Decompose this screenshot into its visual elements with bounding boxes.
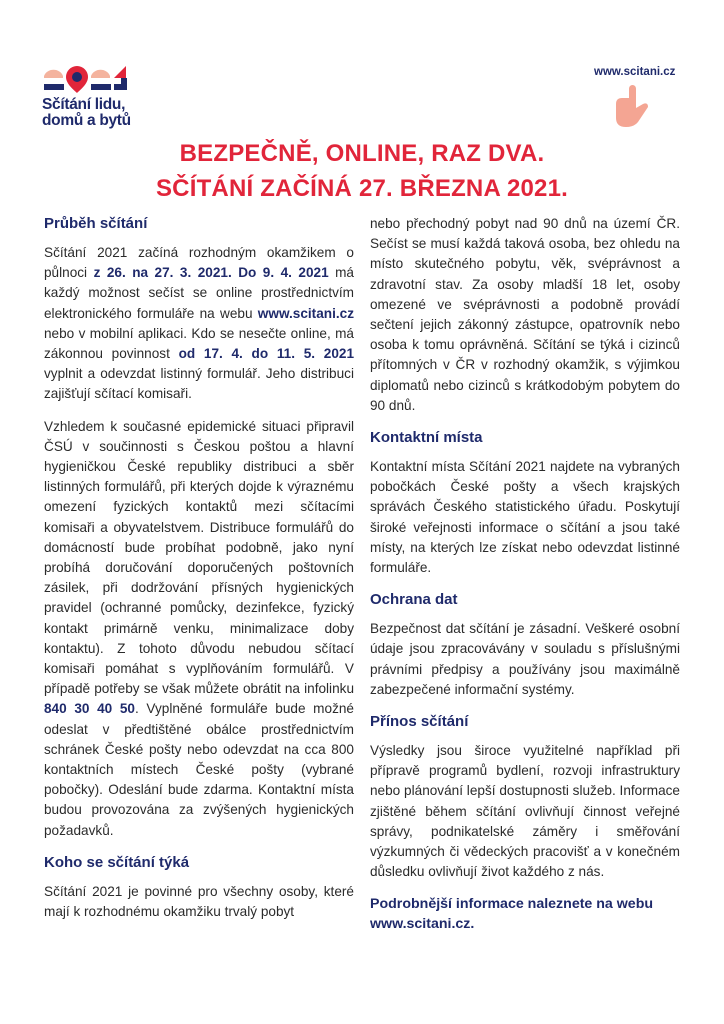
paragraph: Sčítání 2021 je povinné pro všechny osoby, které mají k rozhodnému okamžiku trvalý pobyt [44,883,354,920]
section-kontaktni-mista [370,428,680,578]
text: Sčítání 2021 začíná rozhodným okamžikem o půlnoci [44,245,354,281]
more-info-note [370,894,680,934]
section-title: Ochrana dat [370,591,458,609]
section-prinos-scitani [370,712,680,882]
section-title: Průběh sčítání [44,215,148,232]
left-column [44,214,354,934]
section-title: Přínos sčítání [370,713,469,731]
paragraph: Bezpečnost dat sčítání je zásadní. Veškeré osobní údaje jsou zpracovávány v souladu s příslušnými právními předpisy a používány jsou maximálně zabezpečené informační systémy. [370,621,680,697]
pointing-hand-icon [612,82,652,130]
highlight-dates: od 17. 4. do 11. 5. 2021 [178,346,355,362]
paragraph [44,243,354,405]
paragraph-continued: nebo přechodný pobyt nad 90 dnů na území ČR. Sečíst se musí každá taková osoba, bez ohledu na místo skutečného pobytu, věk, svéprávnost a zdravotní stav. Za osoby mladší 18 let, osoby omezené ve svéprávnosti a podobně provádí sečtení jejich zákonný zástupce, opatrovník nebo osoba k tomu oprávněná. Sčítání se týká i cizinců přítomných v ČR v rozhodný okamžik, s výjimkou diplomatů nebo cizinců s krátkodobým pobytem do 90 dnů. [370,216,680,413]
text: Vzhledem k současné epidemické situaci připravil ČSÚ v součinnosti s Českou poštou a hlavní hygieničkou České republiky distribuci a sběr listinných formulářů, při kterých dojde k výraznému omezení fyzických kontaktů mezi sčítacími komisaři a obyvatelstvem. Distribuce formulářů do domácností bude probíhat podobně, jako nyní probíhá doručování doporučených poštovních zásilek, při dodržování přísných hygienických pravidel (ochranné pomůcky, dezinfekce, fyzický kontakt primárně venku, minimalizace doby kontaktu). Z tohoto důvodu nebudou sčítací komisaři pomáhat s vyplňováním formulářů. V případě potřeby se však můžete obrátit na infolinku [44,418,354,697]
logo-line-2: domů a bytů [42,112,131,129]
website-link-header[interactable]: www.scitani.cz [594,66,676,78]
more-info-text: Podrobnější informace naleznete na webu [370,896,654,913]
section-prubeh-scitani [44,214,354,841]
paragraph [44,417,354,841]
text: nebo v mobilní aplikaci. Kdo se nesečte online, má zákonnou povinnost [44,325,354,362]
text: vyplnit a odevzdat listinný formulář. Jeho distribuci zajišťují sčítací komisaři. [44,366,354,402]
headline-line-1: BEZPEČNĚ, ONLINE, RAZ DVA. [179,140,545,167]
paragraph: Kontaktní místa Sčítání 2021 najdete na vybraných pobočkách České pošty a všech krajských správách Českého statistického úřadu. Poskytují široké veřejnosti informace o sčítání a jsou také místy, na kterých lze získat nebo odevzdat listinné formuláře. [370,459,680,576]
headline-line-2: SČÍTÁNÍ ZAČÍNÁ 27. BŘEZNA 2021. [155,175,569,202]
website-link-footer[interactable]: www.scitani.cz. [370,916,475,933]
headline [0,136,724,206]
highlight-dates: z 26. na 27. 3. 2021. Do 9. 4. 2021 [93,265,329,281]
section-ochrana-dat [370,590,680,700]
logo-text [42,97,142,129]
census-logo [42,64,142,129]
logo-line-1: Sčítání lidu, [42,96,126,113]
infoline-phone[interactable]: 840 30 40 50 [44,701,135,717]
text: má každý možnost sečíst se online prostřednictvím elektronického formuláře na webu [44,265,354,321]
section-title: Kontaktní místa [370,429,483,447]
logo-2021-icon [42,64,130,94]
text: . Vyplněné formuláře bude možné odeslat v předtištěné obálce prostřednictvím schránek České pošty nebo odevzdat na cca 800 kontaktních místech České pošty (vybrané pobočky). Odeslání bude zdarma. Kontaktní místa budou provozována za zvýšených hygienických požadavků. [44,701,354,838]
website-link[interactable]: www.scitani.cz [257,305,354,321]
section-title: Koho se sčítání týká [44,853,190,871]
section-koho-se-tyka [44,853,354,922]
right-column [370,214,680,934]
paragraph: Výsledky jsou široce využitelné například při přípravě programů bydlení, rozvoji infrastruktury nebo plánování lepší dostupnosti služeb. Informace zjištěné během sčítání ovlivňují činnost veřejné správy, podnikatelské záměry i směřování výzkumných či vědeckých pracovišť a v konečném důsledku ovlivňují život každého z nás. [370,743,680,880]
